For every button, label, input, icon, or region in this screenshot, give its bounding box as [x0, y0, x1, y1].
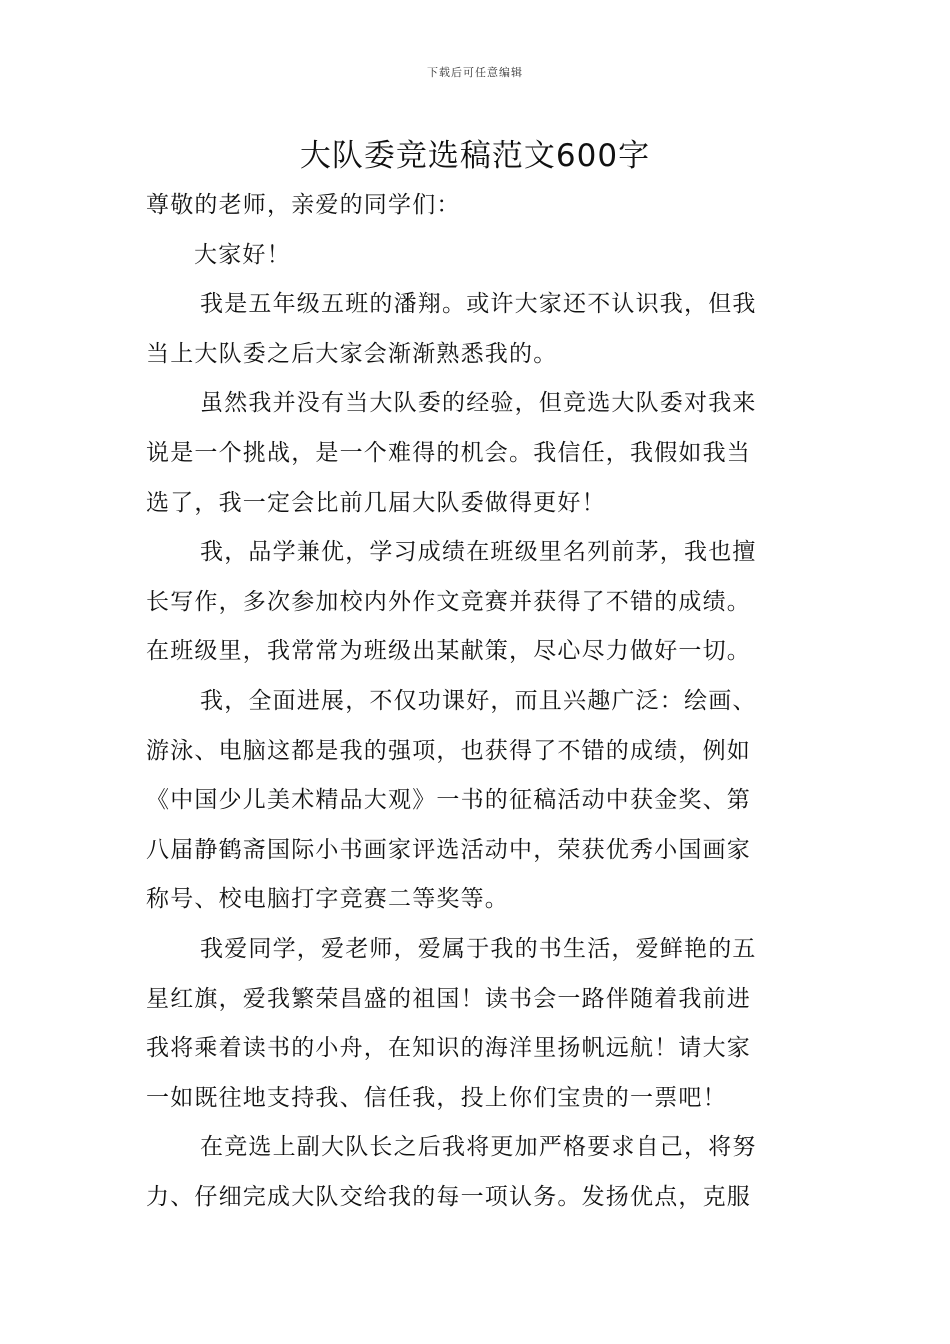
paragraph-line: 虽然我并没有当大队委的经验，但竞选大队委对我来: [200, 390, 757, 417]
paragraph-line: 一如既往地支持我、信任我，投上你们宝贵的一票吧！: [146, 1084, 727, 1111]
paragraph-line: 八届静鹤斋国际小书画家评选活动中，荣获优秀小国画家: [146, 836, 751, 863]
paragraph-line: 我爱同学，爱老师，爱属于我的书生活，爱鲜艳的五: [200, 935, 757, 962]
paragraph-line: 力、仔细完成大队交给我的每一项认务。发扬优点，克服: [146, 1183, 751, 1210]
paragraph-line: 称号、校电脑打字竞赛二等奖等。: [146, 886, 509, 913]
paragraph-line: 说是一个挑战，是一个难得的机会。我信任，我假如我当: [146, 439, 751, 466]
page-header: 下载后可任意编辑: [427, 66, 523, 79]
paragraph-line: 当上大队委之后大家会渐渐熟悉我的。: [146, 340, 558, 367]
paragraph-line: 我，全面进展，不仅功课好，而且兴趣广泛：绘画、: [200, 687, 757, 714]
paragraph-line: 星红旗，爱我繁荣昌盛的祖国！读书会一路伴随着我前进: [146, 985, 751, 1012]
paragraph-line: 选了，我一定会比前几届大队委做得更好！: [146, 489, 606, 516]
paragraph-line: 在竞选上副大队长之后我将更加严格要求自己，将努: [200, 1134, 757, 1161]
paragraph-line: 我，品学兼优，学习成绩在班级里名列前茅，我也擅: [200, 539, 757, 566]
paragraph-line: 在班级里，我常常为班级出某献策，尽心尽力做好一切。: [146, 638, 751, 665]
paragraph-line: 游泳、电脑这都是我的强项，也获得了不错的成绩，例如: [146, 737, 751, 764]
salutation-line: 尊敬的老师，亲爱的同学们：: [146, 192, 461, 218]
paragraph-line: 长写作，多次参加校内外作文竞赛并获得了不错的成绩。: [146, 588, 751, 615]
paragraph-line: 我将乘着读书的小舟，在知识的海洋里扬帆远航！请大家: [146, 1035, 751, 1062]
document-body: [146, 181, 811, 1222]
paragraph-line: 《中国少儿美术精品大观》一书的征稿活动中获金奖、第: [146, 787, 751, 814]
paragraph-line: 我是五年级五班的潘翔。或许大家还不认识我，但我: [200, 291, 757, 318]
greeting-line: 大家好！: [194, 241, 291, 268]
document-title: 大队委竞选稿范文600字: [299, 138, 651, 174]
